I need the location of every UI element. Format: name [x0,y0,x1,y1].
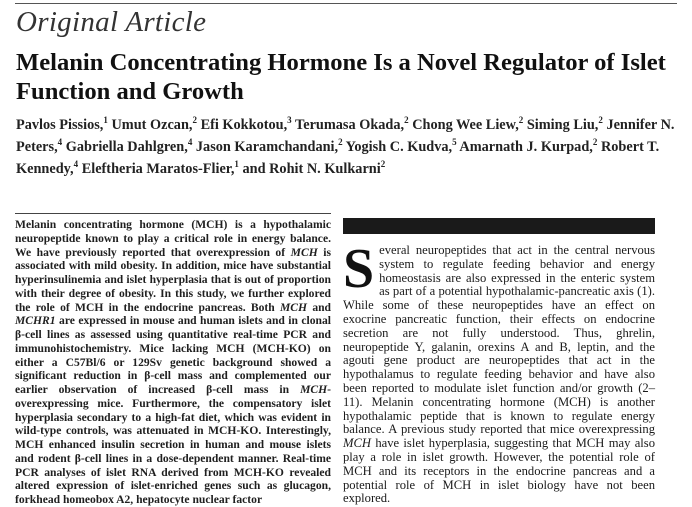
author-name: Jason Karamchandani, [195,138,339,155]
author-name: Terumasa Okada, [295,116,405,133]
author-affiliation-mark: 3 [287,115,292,125]
abstract-rule [15,213,331,214]
italic-term: MCH [343,436,371,451]
top-rule [15,3,677,4]
author-affiliation-mark: 2 [192,115,197,125]
author-affiliation-mark: 2 [338,136,343,147]
text-run: and [307,300,332,314]
abstract-text [15,218,331,507]
author-name: Efi Kokkotou, [200,116,288,133]
author-affiliation-mark: 2 [518,115,524,125]
author-name: Robert T. Kennedy, [16,138,660,177]
author-affiliation-mark: 2 [380,158,386,169]
article-type-label: Original Article [16,6,207,38]
author-affiliation-mark: 2 [598,115,603,125]
author-name: Yogish C. Kudva, [345,138,453,155]
author-name: Amarnath J. Kurpad, [459,138,593,155]
italic-term: MCH [300,383,328,396]
author-name: Umut Ozcan, [111,116,193,133]
author-name: Chong Wee Liew, [412,116,519,133]
author-affiliation-mark: 2 [592,136,598,147]
author-name: Pavlos Pissios, [16,116,104,133]
author-affiliation-mark: 4 [73,158,79,169]
text-run: is associated with mild obesity. In addition, mice have substantial hyperinsulinemia and islet hyperplasia that is out of proportion with their degree of obesity. In this study, we further explored the role of MCH in the endocrine pancreas. Both [15,245,332,314]
author-name: Gabriella Dahlgren, [65,138,188,155]
text-run: are expressed in mouse and human islets and in clonal β-cell lines as assessed using quantitative real-time PCR and immunohistochemistry. Mice lacking MCH (MCH-KO) on either a C57Bl/6 or 129Sv genetic background showed a significant reduction in β-cell mass and complemented our earlier observation of increased β-cell mass in [15,314,331,396]
column-header-bar [343,218,655,234]
author-name: Eleftheria Maratos-Flier, [81,160,235,177]
author-affiliation-mark: 5 [452,136,457,147]
author-name: Siming Liu, [526,116,599,133]
author-affiliation-mark: 2 [404,115,409,125]
author-affiliation-mark: 1 [234,158,239,169]
text-run: -overexpressing mice. Furthermore, the compensatory islet hyperplasia secondary to a high-fat diet, which was evident in wild-type controls, was attenuated in MCH-KO. Interestingly, MCH enhanced insulin secretion in human and mouse islets and rodent β-cell lines in a dose-dependent manner. Real-time PCR analyses of islet RNA derived from MCH-KO revealed altered expression of islet-enriched genes such as glucagon, forkhead homeobox A2, hepatocyte nuclear factor [15,383,331,506]
article-title: Melanin Concentrating Hormone Is a Novel Regulator of Islet Function and Growth [16,49,666,105]
author-affiliation-mark: 1 [103,115,108,125]
text-run: everal neuropeptides that act in the central nervous system to regulate feeding behavior and energy homeostasis are also expressed in the enteric system as part of a potential hypothalamic-pancreatic axis (1). While some of these neuropeptides have an effect on exocrine pancreatic function, their effects on endocrine secretion are not fully understood. Thus, ghrelin, neuropeptide Y, galanin, orexins A and B, leptin, and the agouti gene product are neuropeptides that act in the hypothalamus to regulate feeding behavior and have also been reported to modulate islet function and/or growth (2–11). Melanin concentrating hormone (MCH) is another hypothalamic peptide that is known to regulate energy balance. A previous study reported that mice overexpressing [343,243,655,437]
introduction-text [343,238,655,506]
author-name: and Rohit N. Kulkarni [242,160,381,177]
text-run: Melanin concentrating hormone (MCH) is a hypothalamic neuropeptide known to play a critical role in energy balance. We have previously reported that overexpression of [15,218,331,259]
italic-term: MCHR1 [15,314,56,328]
author-list [16,112,686,178]
author-affiliation-mark: 4 [187,136,193,147]
drop-cap: S [343,238,375,300]
italic-term: MCH [279,300,308,314]
italic-term: MCH [290,245,318,259]
author-affiliation-mark: 4 [57,136,63,147]
text-run: have islet hyperplasia, suggesting that MCH may also play a role in islet growth. However, the potential role of MCH and its receptors in the endocrine pancreas and a potential role of MCH in islet biology have not been explored. [343,436,655,506]
author-name: Jennifer N. Peters, [16,116,675,155]
